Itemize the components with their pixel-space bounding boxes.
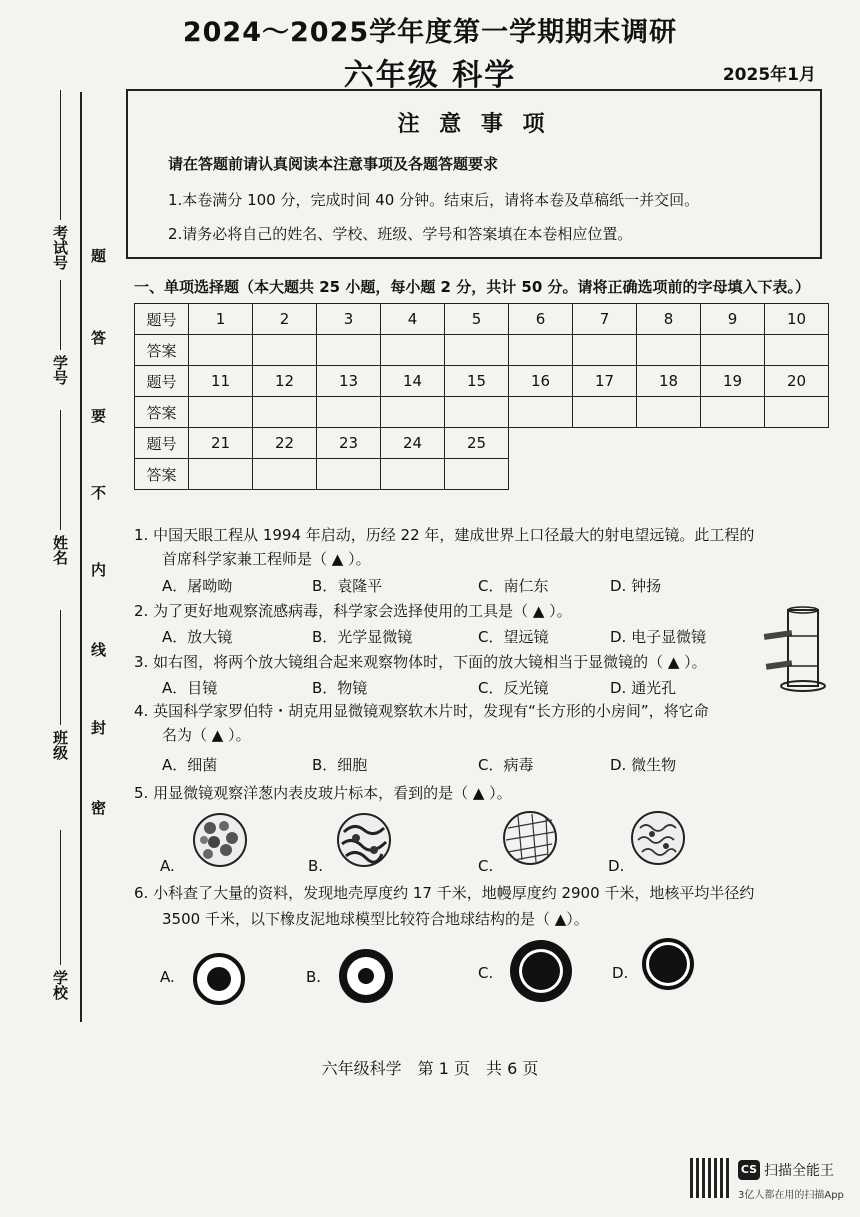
- question-number: 12: [253, 366, 317, 397]
- answer-cell[interactable]: [765, 397, 829, 428]
- question-number: 15: [445, 366, 509, 397]
- row-label: 题号: [135, 304, 189, 335]
- name-label: 姓名: [51, 535, 69, 565]
- q3-option-d[interactable]: D. 通光孔: [610, 679, 677, 697]
- question-number: 5: [445, 304, 509, 335]
- answer-cell[interactable]: [509, 335, 573, 366]
- question-3-text: 3. 如右图，将两个放大镜组合起来观察物体时，下面的放大镜相当于显微镜的（ ▲ ）。: [134, 653, 707, 671]
- answer-cell[interactable]: [317, 459, 381, 490]
- answer-cell[interactable]: [637, 397, 701, 428]
- q2-option-c[interactable]: C．望远镜: [478, 628, 549, 646]
- notice-lead: 请在答题前请认真阅读本注意事项及各题答题要求: [168, 155, 499, 173]
- q3-option-c[interactable]: C．反光镜: [478, 679, 549, 697]
- question-5-text: 5. 用显微镜观察洋葱内表皮玻片标本，看到的是（ ▲ ）。: [134, 784, 512, 802]
- q5-option-a[interactable]: A.: [160, 857, 175, 875]
- answer-cell[interactable]: [573, 335, 637, 366]
- name-blank[interactable]: [60, 410, 61, 530]
- answer-cell[interactable]: [445, 459, 509, 490]
- question-number: 18: [637, 366, 701, 397]
- q6-option-b[interactable]: B.: [306, 968, 322, 986]
- row-label: 答案: [135, 335, 189, 366]
- student-number-label: 学号: [51, 355, 69, 385]
- exam-title: 2024～2025学年度第一学期期末调研: [182, 17, 678, 48]
- answer-cell[interactable]: [189, 459, 253, 490]
- question-number: 23: [317, 428, 381, 459]
- answer-cell[interactable]: [381, 397, 445, 428]
- seal-char: 要: [89, 408, 107, 423]
- q4-option-a[interactable]: A．细菌: [162, 756, 218, 774]
- question-number: 1: [189, 304, 253, 335]
- question-number: 13: [317, 366, 381, 397]
- q5-option-b[interactable]: B.: [308, 857, 324, 875]
- q4-option-c[interactable]: C．病毒: [478, 756, 534, 774]
- seal-char: 答: [89, 330, 107, 345]
- answer-cell[interactable]: [701, 397, 765, 428]
- notice-box: [126, 89, 822, 259]
- question-number: 22: [253, 428, 317, 459]
- answer-cell[interactable]: [573, 397, 637, 428]
- scanner-tagline: 3亿人都在用的扫描App: [738, 1190, 844, 1201]
- answer-cell[interactable]: [189, 397, 253, 428]
- section-heading: 一、单项选择题（本大题共 25 小题，每小题 2 分，共计 50 分。请将正确选项前的字母填入下表。）: [134, 278, 811, 296]
- answer-cell[interactable]: [253, 397, 317, 428]
- question-number: 4: [381, 304, 445, 335]
- page-footer: 六年级科学 第 1 页 共 6 页: [321, 1059, 539, 1078]
- notice-title: 注 意 事 项: [397, 112, 551, 137]
- magnifier-tube-figure: [762, 606, 834, 698]
- answer-cell[interactable]: [701, 335, 765, 366]
- q1-option-a[interactable]: A．屠呦呦: [162, 577, 233, 595]
- question-number: 6: [509, 304, 573, 335]
- school-blank[interactable]: [60, 830, 61, 965]
- seal-char: 密: [89, 800, 107, 815]
- question-number: 9: [701, 304, 765, 335]
- question-number: 8: [637, 304, 701, 335]
- question-1-text: 1. 中国天眼工程从 1994 年启动，历经 22 年，建成世界上口径最大的射电望远镜。此工程的: [134, 526, 755, 544]
- micrograph-wavy-cells: [630, 810, 686, 866]
- question-1-text-cont: 首席科学家兼工程师是（ ▲ ）。: [162, 550, 371, 568]
- answer-cell[interactable]: [445, 397, 509, 428]
- q4-option-b[interactable]: B．细胞: [312, 756, 368, 774]
- school-label: 学校: [51, 970, 69, 1000]
- earth-model-b-icon: [336, 946, 396, 1006]
- q6-option-a[interactable]: A.: [160, 968, 175, 986]
- q3-option-b[interactable]: B．物镜: [312, 679, 368, 697]
- q5-option-c[interactable]: C.: [478, 857, 494, 875]
- micrograph-round-cells: [192, 812, 248, 868]
- q2-option-d[interactable]: D. 电子显微镜: [610, 628, 707, 646]
- question-number: 3: [317, 304, 381, 335]
- question-4-text: 4. 英国科学家罗伯特・胡克用显微镜观察软木片时，发现有“长方形的小房间”，将它命: [134, 702, 709, 720]
- q1-option-b[interactable]: B．袁隆平: [312, 577, 383, 595]
- exam-number-label: 考试号: [51, 225, 69, 270]
- earth-model-a-icon: [192, 952, 246, 1006]
- class-label: 班级: [51, 730, 69, 760]
- question-number: 25: [445, 428, 509, 459]
- answer-cell[interactable]: [381, 459, 445, 490]
- question-number: 19: [701, 366, 765, 397]
- exam-number-blank[interactable]: [60, 90, 61, 220]
- answer-cell[interactable]: [253, 459, 317, 490]
- exam-date: 2025年1月: [722, 65, 816, 85]
- question-6-text-cont: 3500 千米，以下橡皮泥地球模型比较符合地球结构的是（ ▲）。: [162, 910, 589, 928]
- seal-char: 线: [89, 642, 107, 657]
- micrograph-brick-cells: [502, 810, 558, 866]
- scanner-logo: CS: [738, 1160, 760, 1180]
- student-number-blank[interactable]: [60, 280, 61, 350]
- row-label: 答案: [135, 459, 189, 490]
- question-number: 2: [253, 304, 317, 335]
- seal-char: 封: [89, 720, 107, 735]
- question-number: 21: [189, 428, 253, 459]
- question-number: 16: [509, 366, 573, 397]
- answer-cell[interactable]: [765, 335, 829, 366]
- row-label: 题号: [135, 366, 189, 397]
- question-number: 7: [573, 304, 637, 335]
- question-number: 10: [765, 304, 829, 335]
- seal-char: 内: [89, 562, 107, 577]
- question-2-text: 2. 为了更好地观察流感病毒，科学家会选择使用的工具是（ ▲ ）。: [134, 602, 572, 620]
- qr-code-icon: [690, 1158, 730, 1198]
- class-blank[interactable]: [60, 610, 61, 725]
- answer-cell[interactable]: [637, 335, 701, 366]
- question-number: 24: [381, 428, 445, 459]
- q1-option-c[interactable]: C．南仁东: [478, 577, 549, 595]
- notice-item: 1.本卷满分 100 分，完成时间 40 分钟。结束后，请将本卷及草稿纸一并交回。: [168, 191, 700, 209]
- q1-option-d[interactable]: D. 钟扬: [610, 577, 662, 595]
- scanner-name: 扫描全能王: [764, 1163, 834, 1179]
- seal-char: 不: [89, 485, 107, 500]
- micrograph-irregular-cells: [336, 812, 392, 868]
- question-number: 11: [189, 366, 253, 397]
- exam-subtitle: 六年级 科学: [343, 58, 517, 93]
- row-label: 答案: [135, 397, 189, 428]
- answer-cell[interactable]: [381, 335, 445, 366]
- row-label: 题号: [135, 428, 189, 459]
- question-number: 14: [381, 366, 445, 397]
- answer-cell[interactable]: [317, 397, 381, 428]
- q2-option-b[interactable]: B．光学显微镜: [312, 628, 413, 646]
- question-4-text-cont: 名为（ ▲ ）。: [162, 726, 251, 744]
- earth-model-d-icon: [640, 936, 696, 992]
- question-number: 17: [573, 366, 637, 397]
- answer-cell[interactable]: [509, 397, 573, 428]
- notice-item: 2.请务必将自己的姓名、学校、班级、学号和答案填在本卷相应位置。: [168, 225, 633, 243]
- binding-line: [80, 92, 82, 1022]
- answer-table: [134, 303, 829, 490]
- q5-option-d[interactable]: D.: [608, 857, 625, 875]
- q4-option-d[interactable]: D. 微生物: [610, 756, 677, 774]
- seal-char: 题: [89, 248, 107, 263]
- answer-cell[interactable]: [317, 335, 381, 366]
- question-6-text: 6. 小科查了大量的资料，发现地壳厚度约 17 千米，地幔厚度约 2900 千米，地核平均半径约: [134, 884, 755, 902]
- q2-option-a[interactable]: A．放大镜: [162, 628, 233, 646]
- answer-cell[interactable]: [189, 335, 253, 366]
- q3-option-a[interactable]: A．目镜: [162, 679, 218, 697]
- answer-cell[interactable]: [445, 335, 509, 366]
- q6-option-c[interactable]: C.: [478, 964, 494, 982]
- answer-cell[interactable]: [253, 335, 317, 366]
- earth-model-c-icon: [508, 938, 574, 1004]
- question-number: 20: [765, 366, 829, 397]
- q6-option-d[interactable]: D.: [612, 964, 629, 982]
